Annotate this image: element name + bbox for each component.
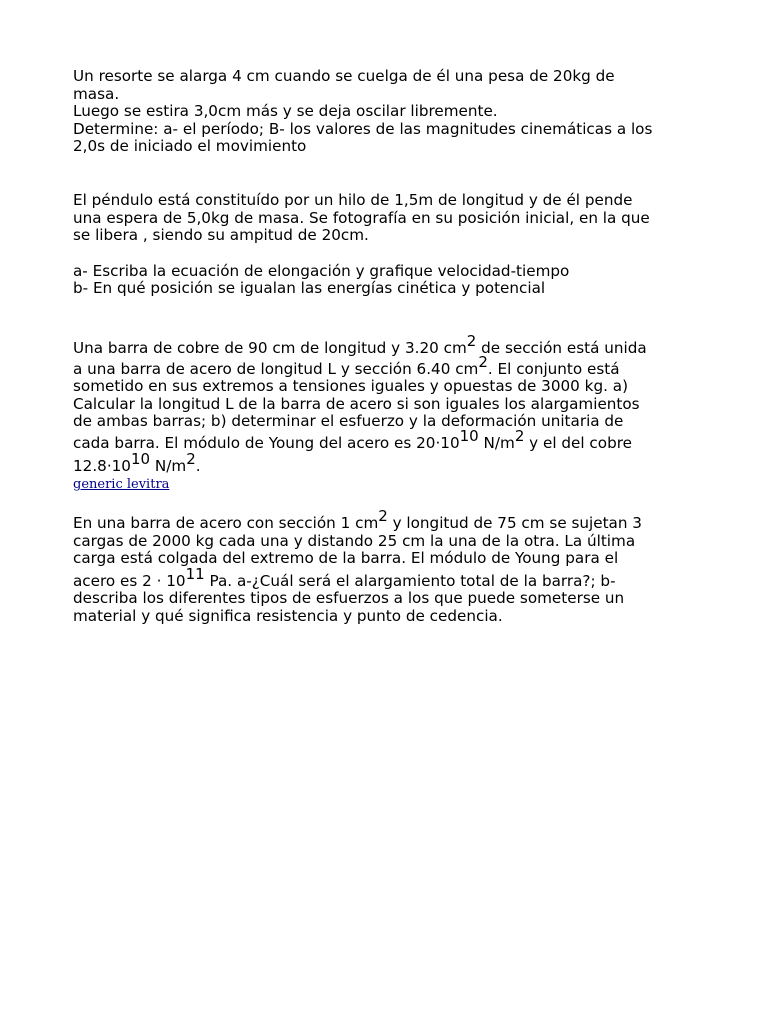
problem-4-line: describa los diferentes tipos de esfuerzos a los que puede someterse un [73,589,625,608]
text-run: N/m [150,456,187,475]
problem-3-line: Calcular la longitud L de la barra de acero si son iguales los alargamientos [73,394,640,413]
problem-1-line: Determine: a- el período; B- los valores de las magnitudes cinemáticas a los [73,119,653,138]
problem-2-question: a- Escriba la ecuación de elongación y grafique velocidad-tiempo [73,261,570,280]
problem-4-line: carga está colgada del extremo de la barra. El módulo de Young para el [73,549,619,568]
problem-1-line: masa. [73,84,120,103]
text-run: . [195,456,201,475]
text-run: cada barra. El módulo de Young del acero es 20·10 [73,433,460,452]
problem-2-line: se libera , siendo su ampitud de 20cm. [73,226,369,245]
superscript: 2 [478,352,488,371]
text-run: de sección está unida [476,338,647,357]
problem-4-line: material y qué significa resistencia y punto de cedencia. [73,607,503,626]
problem-3-line [73,352,698,379]
text-run: . El conjunto está [487,359,620,378]
problem-1-line: Un resorte se alarga 4 cm cuando se cuelga de él una pesa de 20kg de [73,67,615,85]
superscript: 11 [185,564,205,583]
link-line [73,476,698,493]
problem-2-question: b- En qué posición se igualan las energías cinética y potencial [73,279,546,298]
problem-4-paragraph [73,507,698,626]
problem-4-line: cargas de 2000 kg cada una y distando 25 cm la una de la otra. La última [73,531,636,550]
problem-1-paragraph [73,68,698,156]
text-run: y el del cobre [524,433,632,452]
superscript: 10 [459,426,479,445]
problem-1-line: 2,0s de iniciado el movimiento [73,137,307,156]
superscript: 2 [466,331,477,350]
problem-3-line [73,426,698,453]
text-run: Una barra de cobre de 90 cm de longitud y 3.20 cm [73,338,467,357]
problem-2-line: una espera de 5,0kg de masa. Se fotografía en su posición inicial, en la que [73,208,650,227]
problem-2-questions [73,263,698,298]
superscript: 2 [378,507,388,526]
text-run: y longitud de 75 cm se sujetan 3 [387,514,642,533]
text-run: Pa. a-¿Cuál será el alargamiento total de la barra?; b- [204,571,616,590]
problem-3-paragraph [73,331,698,493]
problem-3-line: de ambas barras; b) determinar el esfuerzo y la deformación unitaria de [73,412,624,431]
problem-3-line [73,449,698,476]
text-run: En una barra de acero con sección 1 cm [73,514,379,533]
text-run: N/m [478,433,515,452]
paragraph-spacer [73,298,698,334]
text-run: 12.8·10 [73,456,131,475]
document-page [73,68,698,626]
problem-1-line: Luego se estira 3,0cm más y se deja oscilar libremente. [73,102,498,121]
problem-4-line [73,507,698,533]
problem-2-line: El péndulo está constituído por un hilo de 1,5m de longitud y de él pende [73,190,633,209]
problem-3-line: sometido en sus extremos a tensiones iguales y opuestas de 3000 kg. a) [73,377,628,396]
problem-2-intro [73,192,698,245]
paragraph-spacer [73,156,698,192]
generic-levitra-link[interactable]: generic levitra [73,477,170,493]
superscript: 2 [186,449,196,468]
paragraph-spacer [73,245,698,263]
superscript: 10 [130,449,151,468]
text-run: a una barra de acero de longitud L y sección 6.40 cm [73,359,479,378]
text-run: acero es 2 · 10 [73,571,186,590]
superscript: 2 [514,426,525,445]
problem-4-line [73,564,698,591]
problem-3-line [73,331,698,358]
